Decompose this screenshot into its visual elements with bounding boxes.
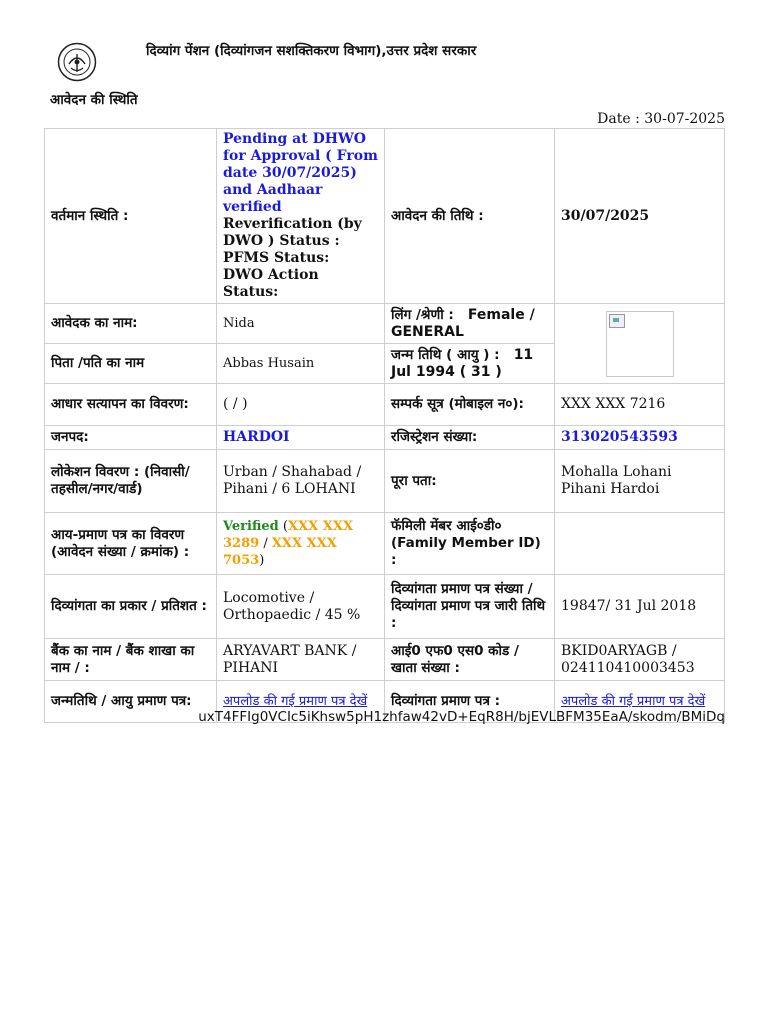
table-row xyxy=(45,450,725,513)
location-label: लोकेशन विवरण : (निवासी/तहसील/नगर/वार्ड) xyxy=(45,450,217,513)
gender-value: Female / GENERAL xyxy=(391,306,535,340)
dob-proof-label: जन्मतिथि / आयु प्रमाण पत्र: xyxy=(45,681,217,723)
applicant-name-label: आवेदक का नाम: xyxy=(45,304,217,344)
contact-value: XXX XXX 7216 xyxy=(555,384,725,426)
address-label: पूरा पता: xyxy=(385,450,555,513)
application-status-table xyxy=(44,128,725,723)
registration-label: रजिस्ट्रेशन संख्या: xyxy=(385,426,555,450)
dob-value: 11 Jul 1994 ( 31 ) xyxy=(391,346,534,380)
father-name-value: Abbas Husain xyxy=(217,344,385,384)
district-value: HARDOI xyxy=(217,426,385,450)
income-number-2: XXX XXX 7053 xyxy=(223,536,337,568)
disability-certificate-label: दिव्यांगता प्रमाण पत्र संख्या / दिव्यांगता प्रमाण पत्र जारी तिथि : xyxy=(385,575,555,639)
gender-label: लिंग /श्रेणी : xyxy=(391,306,454,323)
disability-type-value: Locomotive / Orthopaedic / 45 % xyxy=(217,575,385,639)
table-row xyxy=(45,513,725,575)
verification-hash: uxT4FFIg0VCIc5iKhsw5pH1zhfaw42vD+EqR8H/bjEVLBFM35EaA/skodm/BMiDq xyxy=(198,709,725,725)
disability-type-label: दिव्यांगता का प्रकार / प्रतिशत : xyxy=(45,575,217,639)
pfms-status: PFMS Status: xyxy=(223,250,330,266)
applicant-photo xyxy=(606,311,674,377)
dob-label: जन्म तिथि ( आयु ) : xyxy=(391,346,500,363)
status-value xyxy=(217,129,385,304)
table-row xyxy=(45,129,725,304)
view-disability-certificate-link[interactable]: अपलोड की गई प्रमाण पत्र देखें xyxy=(561,694,706,709)
pending-status-text: Pending at DHWO for Approval ( From date 30/07/2025) and Aadhaar verified xyxy=(223,131,378,215)
reverification-status: Reverification (by DWO ) Status : xyxy=(223,216,362,249)
gender-category-cell xyxy=(385,304,555,344)
address-value: Mohalla Lohani Pihani Hardoi xyxy=(555,450,725,513)
location-value: Urban / Shahabad / Pihani / 6 LOHANI xyxy=(217,450,385,513)
photo-cell xyxy=(555,304,725,384)
table-row xyxy=(45,304,725,344)
aadhaar-value: ( / ) xyxy=(217,384,385,426)
ifsc-label: आई0 एफ0 एस0 कोड / खाता संख्या : xyxy=(385,639,555,681)
page-subtitle: आवेदन की स्थिति xyxy=(50,92,138,108)
income-number-1: XXX XXX 3289 xyxy=(223,519,354,551)
family-member-id-value xyxy=(555,513,725,575)
bank-label: बैंक का नाम / बैंक शाखा का नाम / : xyxy=(45,639,217,681)
income-certificate-label: आय-प्रमाण पत्र का विवरण (आवेदन संख्या / क्रमांक) : xyxy=(45,513,217,575)
registration-number: 313020543593 xyxy=(555,426,725,450)
page-header-title: दिव्यांग पेंशन (दिव्यांगजन सशक्तिकरण विभाग),उत्तर प्रदेश सरकार xyxy=(146,43,477,59)
table-row xyxy=(45,426,725,450)
disability-proof-label: दिव्यांगता प्रमाण पत्र : xyxy=(385,681,555,723)
view-dob-certificate-link[interactable]: अपलोड की गई प्रमाण पत्र देखें xyxy=(223,694,368,709)
family-member-id-label: फॅमिली मेंबर आई०डी० (Family Member ID) : xyxy=(385,513,555,575)
aadhaar-label: आधार सत्यापन का विवरण: xyxy=(45,384,217,426)
dwo-action-status: DWO Action Status: xyxy=(223,267,319,300)
application-date-value: 30/07/2025 xyxy=(555,129,725,304)
report-date: Date : 30-07-2025 xyxy=(597,111,725,127)
dob-cell xyxy=(385,344,555,384)
table-row xyxy=(45,384,725,426)
district-label: जनपद: xyxy=(45,426,217,450)
income-certificate-value: Verified (XXX XXX 3289 / XXX XXX 7053) xyxy=(217,513,385,575)
up-govt-emblem-icon xyxy=(57,42,97,82)
father-name-label: पिता /पति का नाम xyxy=(45,344,217,384)
disability-certificate-value: 19847/ 31 Jul 2018 xyxy=(555,575,725,639)
application-date-label: आवेदन की तिथि : xyxy=(385,129,555,304)
applicant-name-value: Nida xyxy=(217,304,385,344)
broken-image-icon xyxy=(609,314,625,328)
verified-badge: Verified xyxy=(223,519,279,534)
table-row xyxy=(45,639,725,681)
ifsc-value: BKID0ARYAGB / 024110410003453 xyxy=(555,639,725,681)
bank-value: ARYAVART BANK / PIHANI xyxy=(217,639,385,681)
status-label: वर्तमान स्थिति : xyxy=(45,129,217,304)
contact-label: सम्पर्क सूत्र (मोबाइल न०): xyxy=(385,384,555,426)
table-row xyxy=(45,575,725,639)
